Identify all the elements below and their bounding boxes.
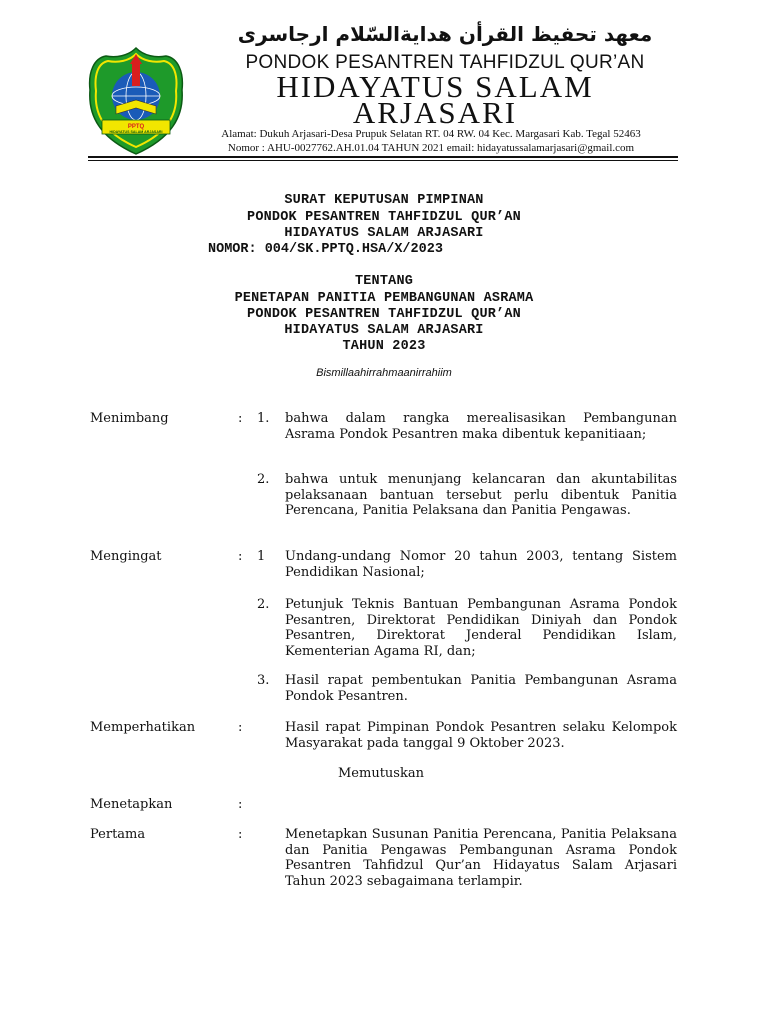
menimbang-label: Menimbang	[90, 411, 169, 426]
decree-number: NOMOR: 004/SK.PPTQ.HSA/X/2023	[208, 242, 443, 257]
memperhatikan-text: Hasil rapat Pimpinan Pondok Pesantren selaku Kelompok Masyarakat pada tanggal 9 Oktober 2023.	[285, 720, 677, 751]
decree-title-line3: HIDAYATUS SALAM ARJASARI	[284, 226, 484, 241]
header-rule-thin	[88, 160, 678, 161]
menetapkan-colon: :	[238, 797, 243, 812]
memperhatikan-label: Memperhatikan	[90, 720, 196, 735]
bismillah: Bismillaahirrahmaanirrahiim	[316, 367, 452, 379]
mengingat-label: Mengingat	[90, 549, 162, 564]
decree-title-line1: SURAT KEPUTUSAN PIMPINAN	[284, 193, 484, 208]
mengingat-point-3: Hasil rapat pembentukan Panitia Pembangunan Asrama Pondok Pesantren.	[285, 673, 677, 704]
tentang-heading: TENTANG	[354, 274, 414, 289]
pertama-text: Menetapkan Susunan Panitia Perencana, Panitia Pelaksana dan Panitia Pengawas Pembangunan Asrama Pondok Pesantren Tahfidzul Qur’an Hidayatus Salam Arjasari Tahun 2023 sebagaimana terlampir.	[285, 827, 677, 889]
mengingat-colon: :	[238, 549, 243, 564]
subject-line1: PENETAPAN PANITIA PEMBANGUNAN ASRAMA	[234, 291, 534, 306]
svg-text:HIDAYATUS SALAM ARJASARI: HIDAYATUS SALAM ARJASARI	[109, 130, 163, 134]
pertama-colon: :	[238, 827, 243, 842]
mengingat-number-3: 3.	[257, 673, 270, 688]
menimbang-number-1: 1.	[257, 411, 270, 426]
address-block	[186, 127, 676, 155]
mengingat-number-2: 2.	[257, 597, 270, 612]
subject-line3: HIDAYATUS SALAM ARJASARI	[284, 323, 484, 338]
decree-title-line2: PONDOK PESANTREN TAHFIDZUL QUR’AN	[247, 210, 521, 225]
registration-email-line: Nomor : AHU-0027762.AH.01.04 TAHUN 2021 email: hidayatussalamarjasari@gmail.com	[227, 142, 635, 154]
address-line: Alamat: Dukuh Arjasari-Desa Prupuk Selatan RT. 04 RW. 04 Kec. Margasari Kab. Tegal 52463	[221, 128, 641, 140]
mengingat-number-1: 1	[257, 549, 266, 564]
pertama-label: Pertama	[90, 827, 146, 842]
pptq-logo	[86, 46, 186, 156]
menimbang-colon: :	[238, 411, 243, 426]
memutuskan-heading: Memutuskan	[338, 766, 424, 781]
mengingat-point-2: Petunjuk Teknis Bantuan Pembangunan Asrama Pondok Pesantren, Direktorat Pendidikan Diniyah dan Pondok Pesantren, Direktorat Jenderal Pendidikan Islam, Kementerian Agama RI, dan;	[285, 597, 677, 659]
menetapkan-label: Menetapkan	[90, 797, 173, 812]
memperhatikan-colon: :	[238, 720, 243, 735]
svg-text:PPTQ: PPTQ	[127, 124, 145, 130]
menimbang-point-2: bahwa untuk menunjang kelancaran dan akuntabilitas pelaksanaan bantuan tersebut perlu dibentuk Panitia Perencana, Panitia Pelaksana dan Panitia Pengawas.	[285, 472, 677, 518]
subject-year: TAHUN 2023	[342, 339, 426, 354]
menimbang-number-2: 2.	[257, 472, 270, 487]
menimbang-point-1: bahwa dalam rangka merealisasikan Pembangunan Asrama Pondok Pesantren maka dibentuk kepanitiaan;	[285, 411, 677, 442]
institution-type: PONDOK PESANTREN TAHFIDZUL QUR’AN	[245, 52, 645, 73]
subject-line2: PONDOK PESANTREN TAHFIDZUL QUR’AN	[247, 307, 521, 322]
institution-name-line1: HIDAYATUS SALAM	[276, 69, 594, 104]
institution-name-line2: ARJASARI	[352, 95, 518, 130]
header-rule-thick	[88, 156, 678, 158]
mengingat-point-1: Undang-undang Nomor 20 tahun 2003, tentang Sistem Pendidikan Nasional;	[285, 549, 677, 580]
arabic-institution-name: معهد تحفيظ القرأن هدايةالسّلام ارجاسرى	[237, 22, 653, 46]
